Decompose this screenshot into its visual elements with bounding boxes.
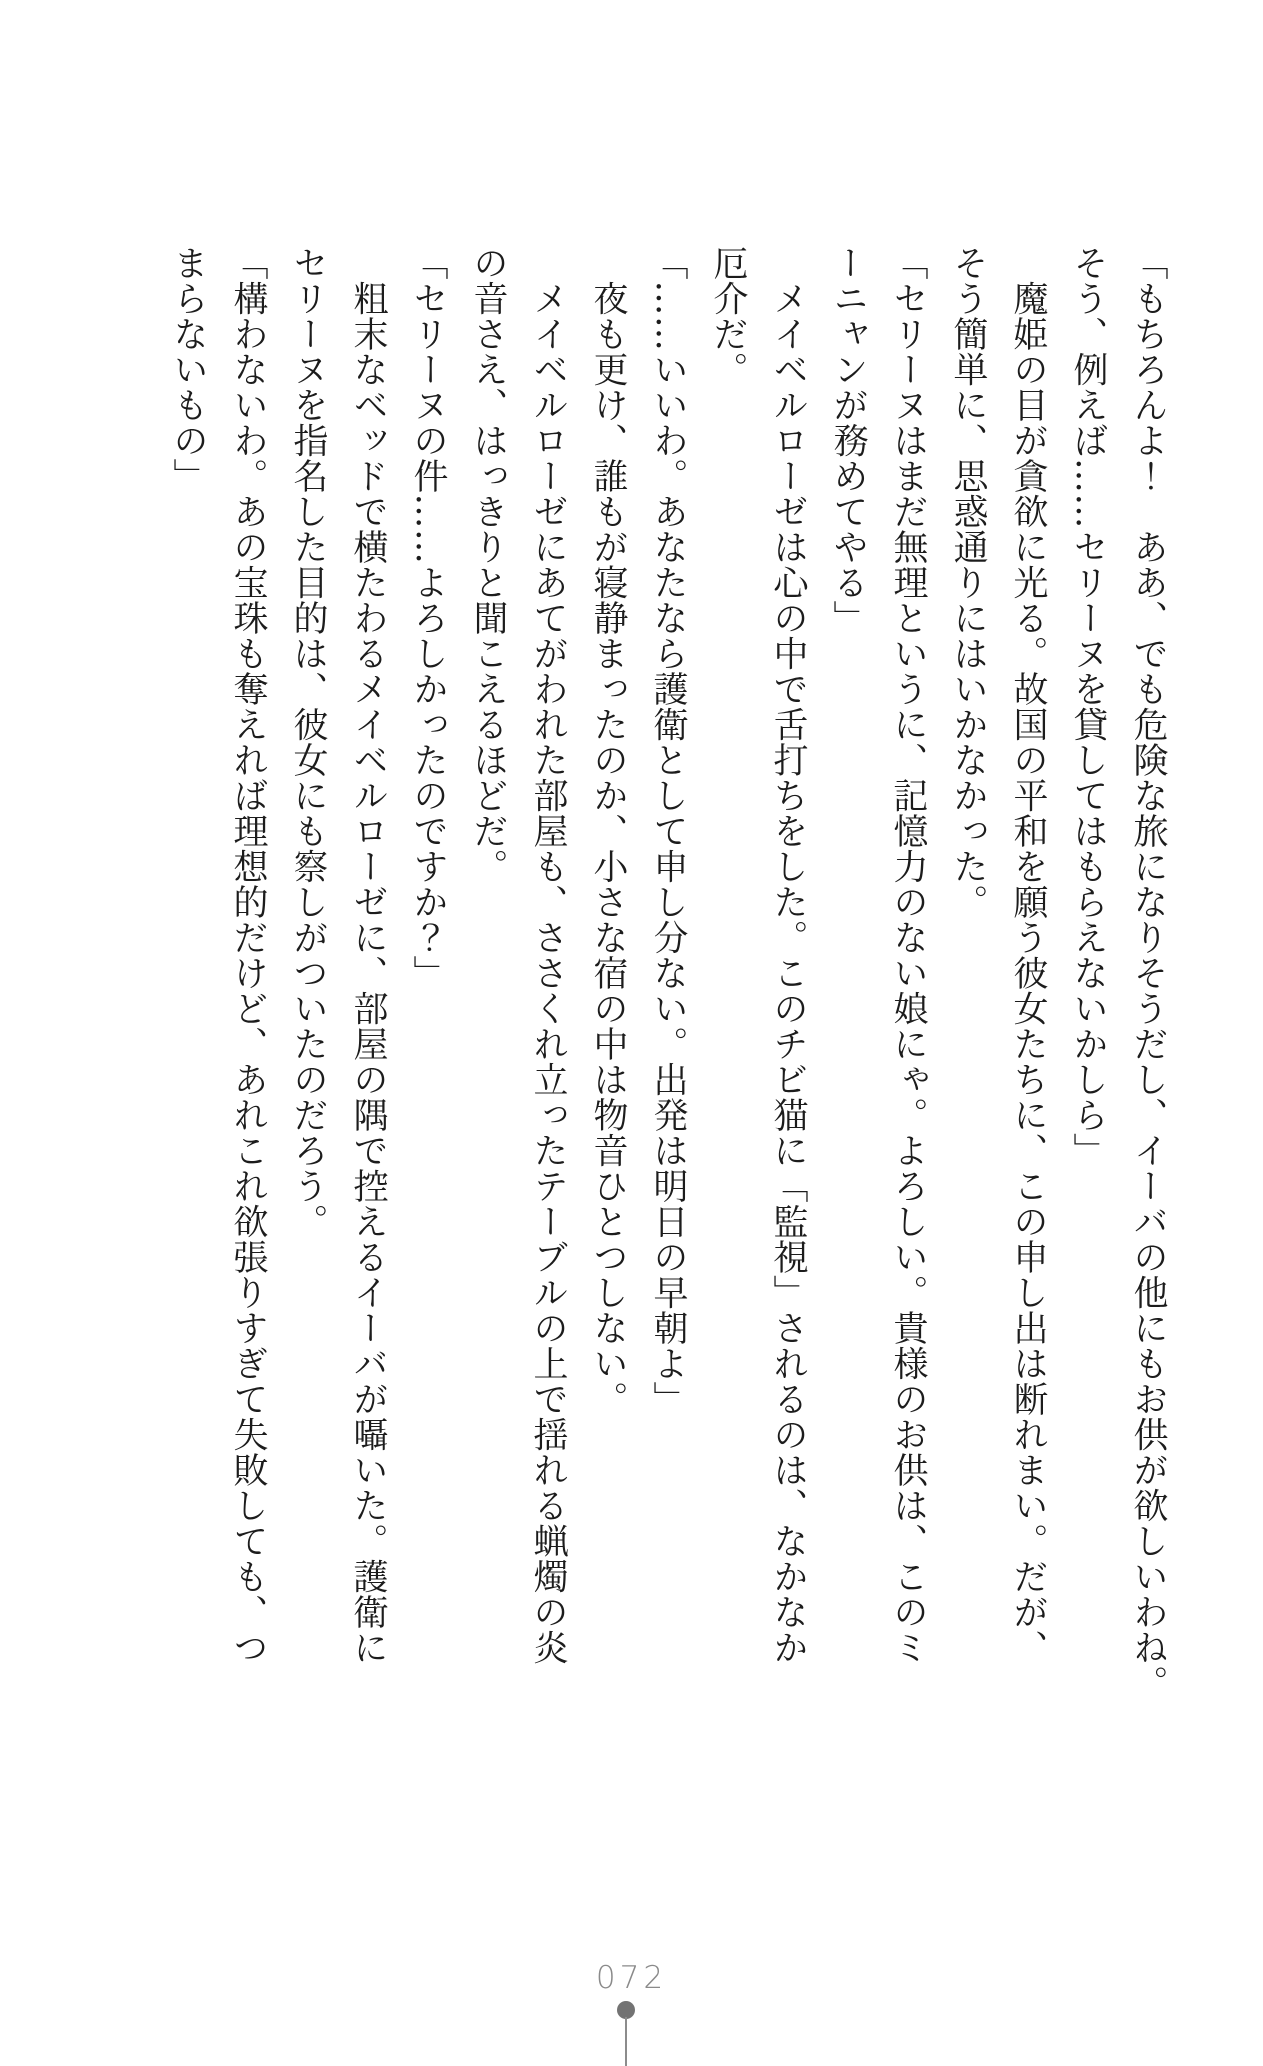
text-column: まらないもの」 [168, 245, 208, 494]
text-column: の音さえ、はっきりと聞こえるほどだ。 [468, 245, 508, 884]
text-column: 夜も更け、誰もが寝静まったのか、小さな宿の中は物音ひとつしない。 [588, 245, 628, 1417]
footer-line [625, 2017, 627, 2066]
page-number: 072 [595, 1960, 668, 1996]
text-column: そう簡単に、思惑通りにはいかなかった。 [948, 245, 988, 920]
text-column: メイベルローゼにあてがわれた部屋も、ささくれ立ったテーブルの上で揺れる蝋燭の炎 [528, 245, 568, 1665]
text-column: 厄介だ。 [708, 245, 748, 387]
text-column: 粗末なベッドで横たわるメイベルローゼに、部屋の隅で控えるイーバが囁いた。護衛に [348, 245, 388, 1665]
text-column: 「……いいわ。あなたなら護衛として申し分ない。出発は明日の早朝よ」 [648, 245, 688, 1417]
text-column: 「セリーヌの件……よろしかったのですか？」 [408, 245, 448, 991]
text-column: 魔姫の目が貪欲に光る。故国の平和を願う彼女たちに、この申し出は断れまい。だが、 [1008, 245, 1048, 1665]
text-column: そう、例えば……セリーヌを貸してはもらえないかしら」 [1068, 245, 1108, 1168]
text-block [158, 245, 1178, 1701]
text-column: 「セリーヌはまだ無理というに、記憶力のない娘にゃ。よろしい。貴様のお供は、このミ [888, 245, 928, 1665]
text-column: メイベルローゼは心の中で舌打ちをした。このチビ猫に「監視」されるのは、なかなか [768, 245, 808, 1665]
text-column: セリーヌを指名した目的は、彼女にも察しがついたのだろう。 [288, 245, 328, 1239]
text-column: ーニャンが務めてやる」 [828, 245, 868, 636]
text-column: 「構わないわ。あの宝珠も奪えれば理想的だけど、あれこれ欲張りすぎて失敗しても、つ [228, 245, 268, 1665]
text-column: 「もちろんよ！ ああ、でも危険な旅になりそうだし、イーバの他にもお供が欲しいわね。 [1128, 245, 1168, 1701]
